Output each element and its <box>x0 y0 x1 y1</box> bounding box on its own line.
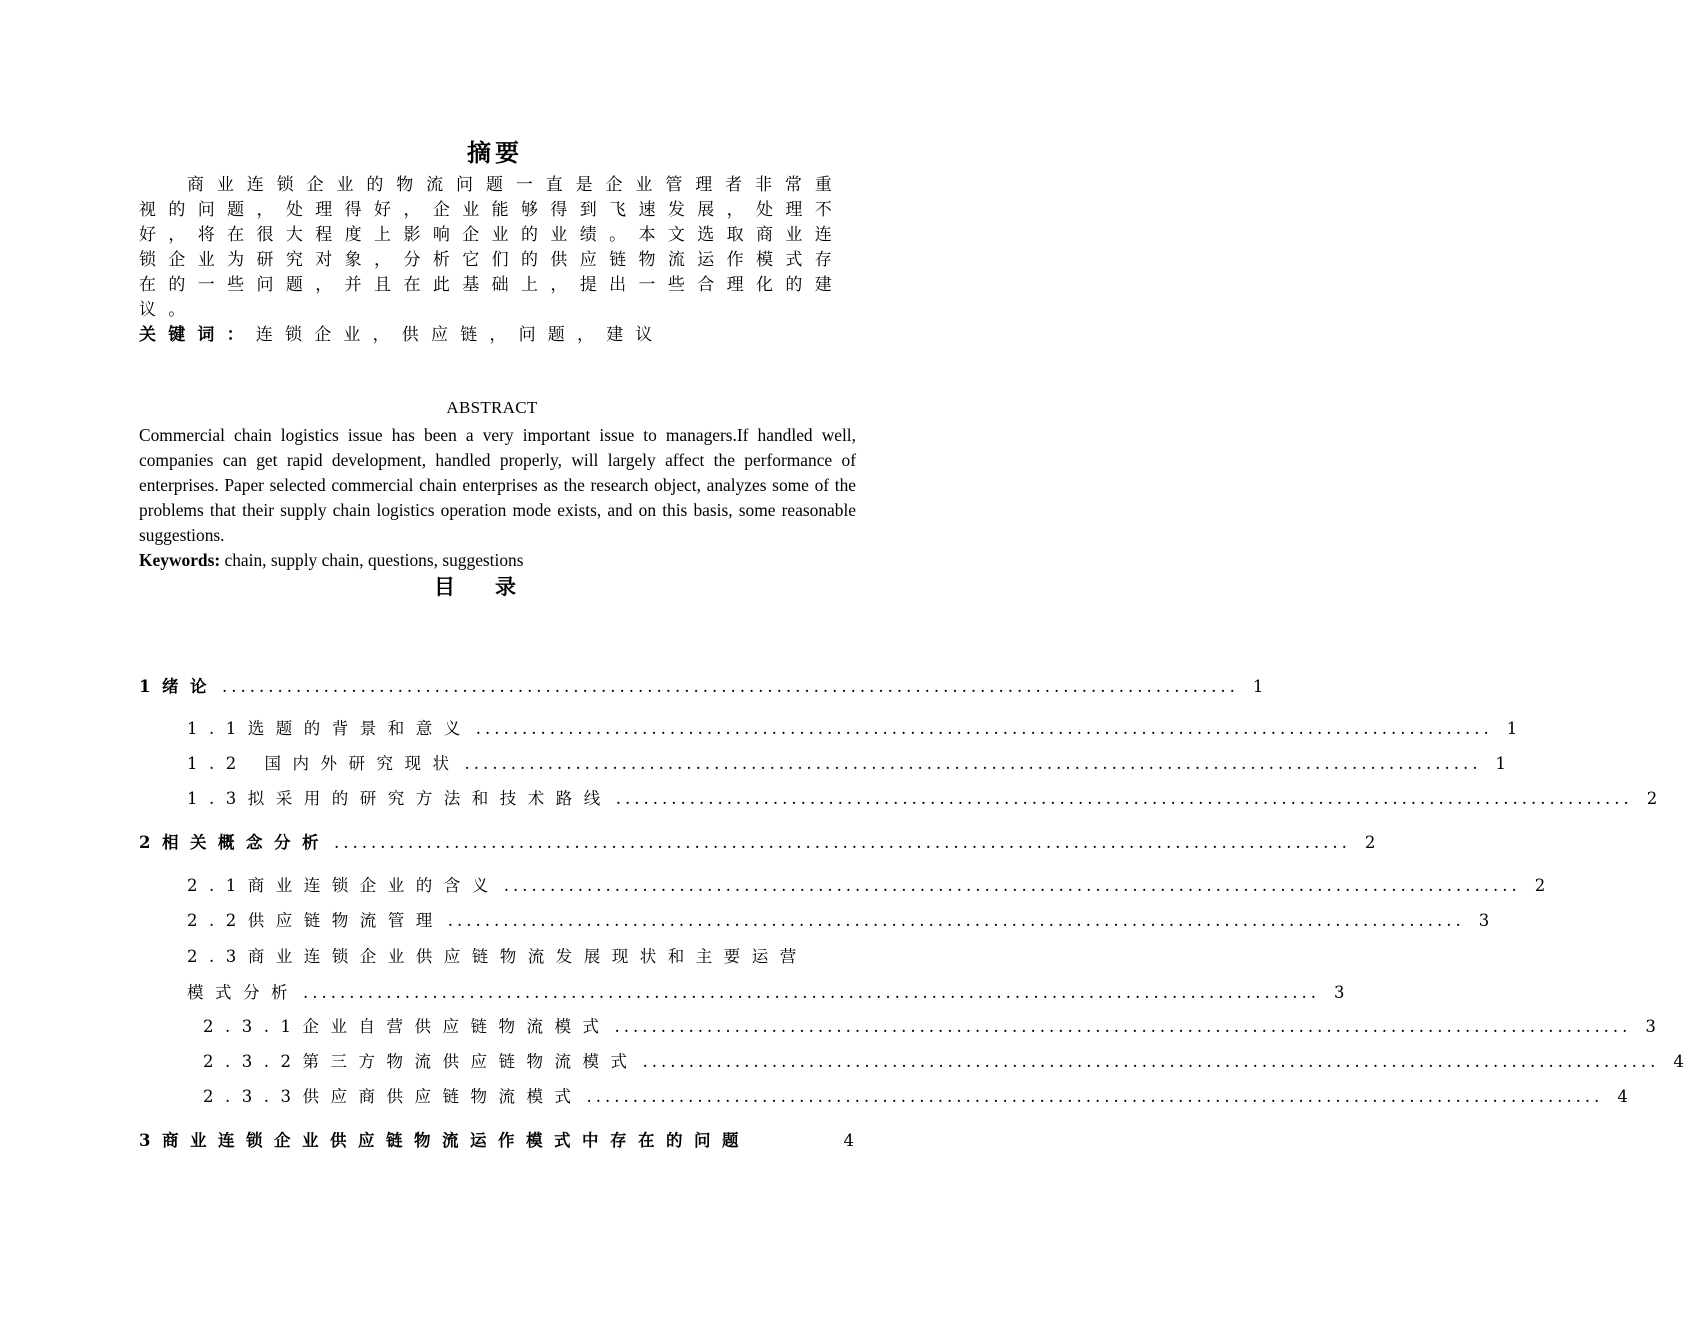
toc-page-number: 4 <box>1673 1052 1684 1071</box>
toc-page-number: 4 <box>843 1131 854 1150</box>
toc-entry-2-2[interactable] <box>187 907 1490 933</box>
english-keywords <box>139 548 856 573</box>
toc-leader-dots: .............................................................................................................. <box>464 754 1482 773</box>
toc-entry-label: 模式分析 <box>187 983 299 1002</box>
toc-page-number: 3 <box>1333 983 1345 1002</box>
toc-entry-3[interactable] <box>139 1127 854 1153</box>
chinese-abstract-title: 摘要 <box>467 138 523 167</box>
toc-entry-2-3-1[interactable] <box>203 1013 1656 1039</box>
english-abstract-title: ABSTRACT <box>446 398 538 417</box>
toc-page-number: 4 <box>1617 1087 1628 1106</box>
toc-entry-2-1[interactable] <box>187 872 1546 898</box>
toc-entry-label: 2.2供应链物流管理 <box>187 911 444 930</box>
english-abstract-body: Commercial chain logistics issue has been a very important issue to managers.If handled well, companies can get rapid development, handled properly, will largely affect the performance of enterprises. Paper selected commercial chain enterprises as the research object, analyzes some of the problems that their supply chain logistics operation mode exists, and on this basis, some reasonable suggestions. <box>139 425 856 545</box>
toc-title: 目录 <box>434 574 556 599</box>
toc-page-number: 3 <box>1478 911 1490 930</box>
toc-entry-1[interactable] <box>139 673 1264 699</box>
toc-page-number: 2 <box>1534 876 1546 895</box>
toc-entry-2-3[interactable] <box>187 979 1345 1005</box>
toc-page-number: 1 <box>1252 677 1264 696</box>
toc-leader-dots: .............................................................................................................. <box>642 1052 1660 1071</box>
english-keywords-text: chain, supply chain, questions, suggestions <box>220 550 524 570</box>
toc-page-number: 2 <box>1364 833 1376 852</box>
chinese-keywords <box>139 323 844 348</box>
toc-entry-label: 1.2 国内外研究现状 <box>187 754 461 773</box>
toc-entry-1-1[interactable] <box>187 715 1518 741</box>
chinese-keywords-label: 关键词： <box>139 325 256 345</box>
toc-page-number: 3 <box>1645 1017 1656 1036</box>
toc-leader-dots: .............................................................................................................. <box>447 911 1465 930</box>
toc-entry-2-3-first-line[interactable]: 2.3商业连锁企业供应链物流发展现状和主要运营 <box>187 947 808 966</box>
toc-leader-dots: .............................................................................................................. <box>333 833 1351 852</box>
toc-page-number: 2 <box>1646 789 1658 808</box>
toc-leader-dots: .............................................................................................................. <box>221 677 1239 696</box>
toc-leader-dots: .............................................................................................................. <box>586 1087 1604 1106</box>
toc-leader-dots: .............................................................................................................. <box>503 876 1521 895</box>
toc-entry-label: 1.3拟采用的研究方法和技术路线 <box>187 789 612 808</box>
toc-entry-1-3[interactable] <box>187 785 1658 811</box>
toc-entry-label: 1.1选题的背景和意义 <box>187 719 472 738</box>
toc-leader-dots: .............................................................................................................. <box>615 789 1633 808</box>
chinese-keywords-text: 连锁企业，供应链，问题，建议 <box>255 325 665 345</box>
toc-entry-label: 1绪论 <box>139 677 218 696</box>
toc-page-number: 1 <box>1506 719 1518 738</box>
toc-entry-label: 2.3.3供应商供应链物流模式 <box>203 1087 583 1106</box>
toc-entry-2-3-3[interactable] <box>203 1083 1628 1109</box>
toc-entry-2-3-2[interactable] <box>203 1048 1684 1074</box>
toc-leader-dots: .............................................................................................................. <box>303 983 1320 1002</box>
toc-page-number: 1 <box>1495 754 1506 773</box>
english-keywords-label: Keywords: <box>139 550 221 570</box>
toc-entry-label: 2相关概念分析 <box>139 833 330 852</box>
chinese-abstract-body: 商业连锁企业的物流问题一直是企业管理者非常重视的问题，处理得好，企业能够得到飞速发展，处理不好，将在很大程度上影响企业的业绩。本文选取商业连锁企业为研究对象，分析它们的供应链物流运作模式存在的一些问题，并且在此基础上，提出一些合理化的建议。 <box>139 175 844 320</box>
toc-entry-label: 2.3.1企业自营供应链物流模式 <box>203 1017 611 1036</box>
toc-entry-label: 2.3.2第三方物流供应链物流模式 <box>203 1052 639 1071</box>
toc-leader-dots: .............................................................................................................. <box>475 719 1493 738</box>
toc-entry-2[interactable] <box>139 829 1376 855</box>
toc-entry-label: 2.1商业连锁企业的含义 <box>187 876 500 895</box>
toc-leader-dots: .............................................................................................................. <box>614 1017 1632 1036</box>
toc-entry-label: 3商业连锁企业供应链物流运作模式中存在的问题 <box>139 1131 750 1150</box>
toc-entry-1-2[interactable] <box>187 750 1506 776</box>
